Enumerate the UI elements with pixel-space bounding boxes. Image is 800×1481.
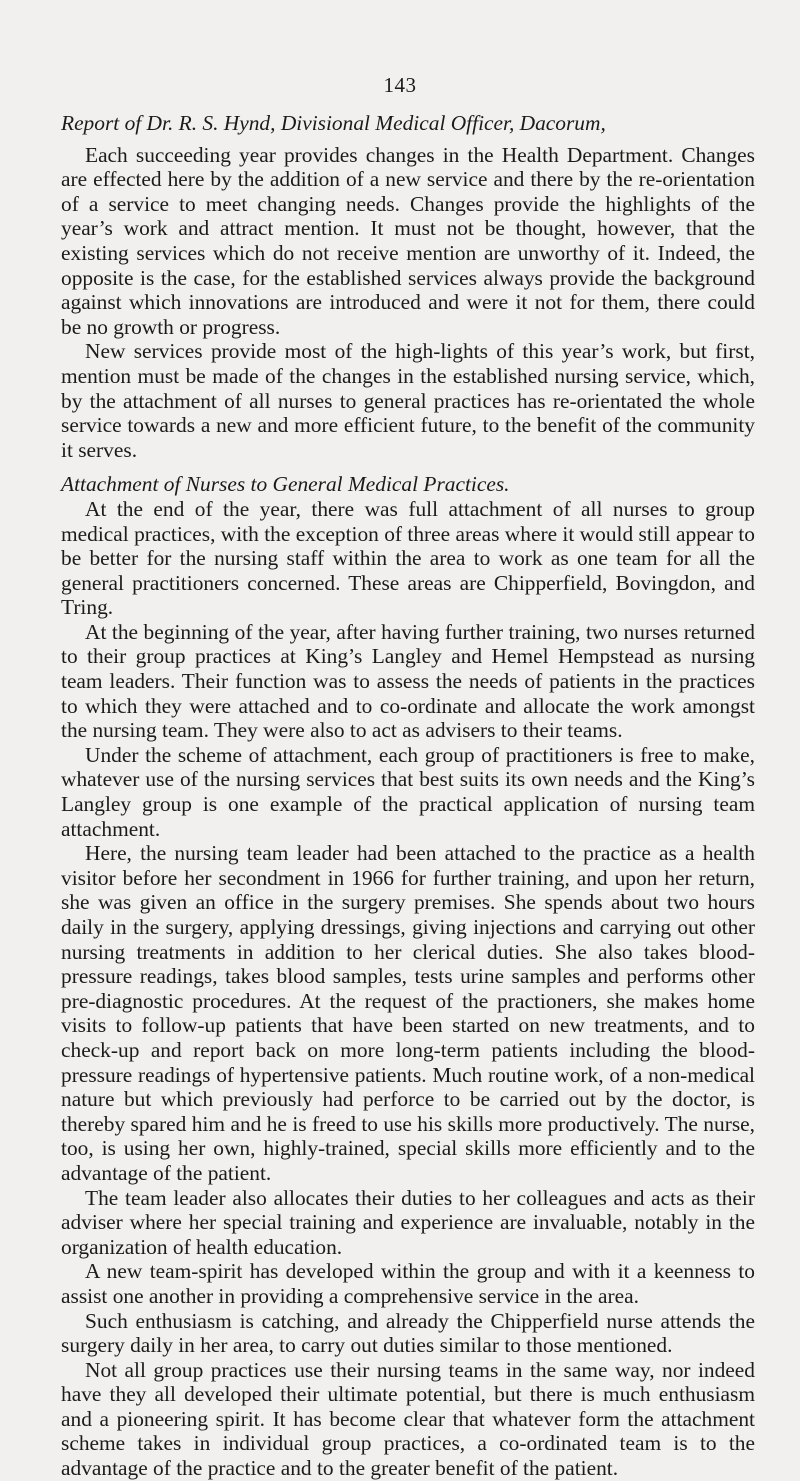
section-paragraph: At the end of the year, there was full attachment of all nurses to group medical practices, with the exception of three areas where it would still appear to be better for the nursing staff within the area to work as one team for all the general practitioners concerned. These areas are Chipperfield, Bovingdon, and Tring. (61, 496, 755, 620)
report-body (61, 111, 755, 1481)
report-title: Report of Dr. R. S. Hynd, Divisional Medical Officer, Dacorum, (61, 111, 606, 135)
section-paragraph: The team leader also allocates their duties to her colleagues and acts as their adviser where her special training and experience are invaluable, notably in the organization of health education. (61, 1185, 755, 1259)
section-paragraph: A new team-spirit has developed within the group and with it a keenness to assist one another in providing a comprehensive service in the area. (61, 1259, 755, 1308)
section-paragraph: Not all group practices use their nursing teams in the same way, nor indeed have they all developed their ultimate potential, but there is much enthusiasm and a pioneering spirit. It has become clear that whatever form the attachment scheme takes in individual group practices, a co-ordinated team is to the advantage of the practice and to the greater benefit of the patient. (61, 1357, 755, 1481)
intro-paragraph: Each succeeding year provides changes in the Health Department. Changes are effected here by the addition of a new service and there by the re-orientation of a service to meet changing needs. Changes provide the highlights of the year’s work and attract mention. It must not be thought, however, that the existing services which do not receive mention are unworthy of it. Indeed, the opposite is the case, for the established services always provide the background against which innovations are introduced and were it not for them, there could be no growth or progress. (61, 142, 755, 339)
section-paragraph: Under the scheme of attachment, each group of practitioners is free to make, whatever use of the nursing services that best suits its own needs and the King’s Langley group is one example of the practical application of nursing team attachment. (61, 742, 755, 841)
section-paragraph: Here, the nursing team leader had been attached to the practice as a health visitor before her secondment in 1966 for further training, and upon her return, she was given an office in the surgery premises. She spends about two hours daily in the surgery, applying dressings, giving injections and carrying out other nursing treatments in addition to her clerical duties. She also takes blood-pressure readings, takes blood samples, tests urine samples and performs other pre-diagnostic procedures. At the request of the practioners, she makes home visits to follow-up patients that have been started on new treatments, and to check-up and report back on more long-term patients including the blood-pressure readings of hypertensive patients. Much routine work, of a non-medical nature but which previously had perforce to be carried out by the doctor, is thereby spared him and he is freed to use his skills more productively. The nurse, too, is using her own, highly-trained, special skills more efficiently and to the advantage of the patient. (61, 841, 755, 1185)
page-number: 143 (383, 73, 417, 97)
section-paragraph: At the beginning of the year, after having further training, two nurses returned to their group practices at King’s Langley and Hemel Hempstead as nursing team leaders. Their function was to assess the needs of patients in the practices to which they were attached and to co-ordinate and allocate the work amongst the nursing team. They were also to act as advisers to their teams. (61, 619, 755, 743)
section-paragraph: Such enthusiasm is catching, and already the Chipperfield nurse attends the surgery daily in her area, to carry out duties similar to those mentioned. (61, 1308, 755, 1358)
section-heading: Attachment of Nurses to General Medical Practices. (61, 472, 510, 497)
intro-paragraph: New services provide most of the high-lights of this year’s work, but first, mention must be made of the changes in the established nursing service, which, by the attachment of all nurses to general practices has re-orientated the whole service towards a new and more efficient future, to the benefit of the community it serves. (61, 339, 755, 462)
